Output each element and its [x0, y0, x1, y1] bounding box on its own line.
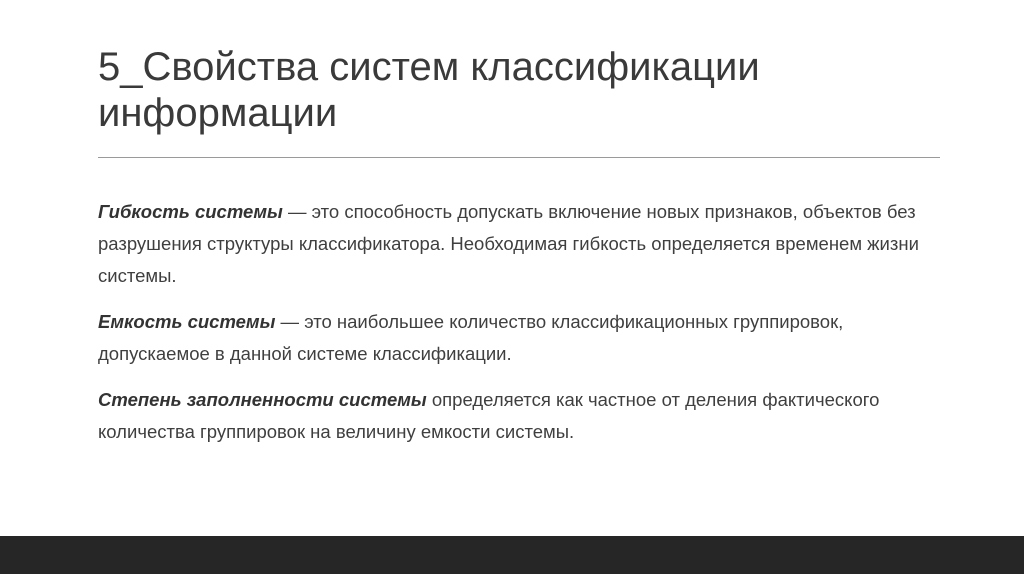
definition-flexibility: — это способность допускать включение новых признаков, объектов без разрушения структуры классификатора. Необходимая гибкость определяется временем жизни системы. — [98, 201, 919, 286]
definition-fill-degree: определяется как частное от деления фактического количества группировок на величину емкости системы. — [98, 389, 880, 442]
term-capacity: Емкость системы — [98, 311, 276, 332]
term-flexibility: Гибкость системы — [98, 201, 283, 222]
slide-title: 5_Свойства систем классификации информации — [98, 45, 760, 135]
definition-capacity: — это наибольшее количество классификационных группировок, допускаемое в данной системе классификации. — [98, 311, 844, 364]
slide-body — [98, 196, 938, 462]
term-fill-degree: Степень заполненности системы — [98, 389, 427, 410]
paragraph-fill-degree — [98, 384, 938, 448]
bottom-bar — [0, 536, 1024, 574]
paragraph-capacity — [98, 306, 938, 370]
paragraph-flexibility — [98, 196, 938, 292]
title-divider — [98, 157, 940, 158]
